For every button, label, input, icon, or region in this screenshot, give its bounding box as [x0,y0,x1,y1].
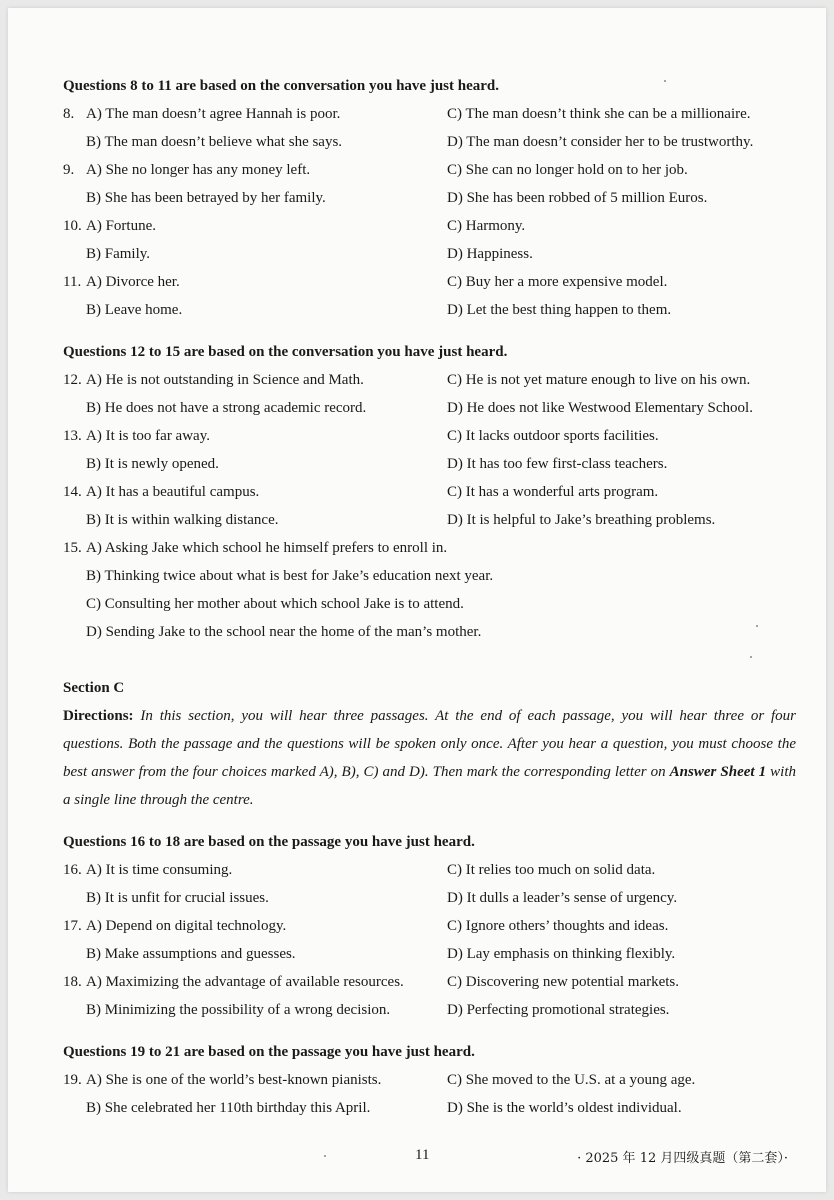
option-c: C) Buy her a more expensive model. [447,274,668,290]
question-row [63,884,803,912]
spacer [63,646,803,674]
question-number: 12. [63,372,82,388]
question-row [63,296,803,324]
option-b: B) She celebrated her 110th birthday this April. [86,1100,371,1116]
option-a: A) Maximizing the advantage of available resources. [86,974,404,990]
option-d: D) It is helpful to Jake’s breathing problems. [447,512,716,528]
question-15-row-d [63,618,803,646]
question-row [63,128,803,156]
question-row [63,100,803,128]
question-number: 14. [63,484,82,500]
option-d: D) She is the world’s oldest individual. [447,1100,682,1116]
option-c: C) He is not yet mature enough to live on his own. [447,372,751,388]
section-title: Section C [63,680,125,696]
question-row [63,912,803,940]
question-row [63,996,803,1024]
directions-label: Directions: [63,708,134,724]
question-row [63,856,803,884]
question-row [63,1066,803,1094]
option-b: B) Family. [86,246,151,262]
option-c: C) The man doesn’t think she can be a millionaire. [447,106,751,122]
option-d: D) The man doesn’t consider her to be trustworthy. [447,134,754,150]
question-number: 18. [63,974,82,990]
answer-sheet-label: Answer Sheet 1 [669,764,767,780]
page-content [63,72,803,1122]
option-d: D) It has too few first-class teachers. [447,456,668,472]
page-footer [8,1147,826,1169]
question-number: 17. [63,918,82,934]
option-b: B) The man doesn’t believe what she says. [86,134,343,150]
speck [324,1155,326,1157]
option-a: A) The man doesn’t agree Hannah is poor. [86,106,341,122]
question-group-heading: Questions 19 to 21 are based on the passage you have just heard. [63,1044,475,1060]
question-row [63,366,803,394]
option-c: C) It relies too much on solid data. [447,862,656,878]
speck [756,625,758,627]
question-group-heading: Questions 16 to 18 are based on the passage you have just heard. [63,834,475,850]
option-b: B) She has been betrayed by her family. [86,190,326,206]
option-b: B) It is within walking distance. [86,512,279,528]
question-row [63,940,803,968]
question-number: 10. [63,218,82,234]
option-d: D) He does not like Westwood Elementary School. [447,400,753,416]
question-row [63,450,803,478]
spacer [63,324,803,338]
option-a: A) It is time consuming. [86,862,233,878]
directions [63,702,796,814]
option-a: A) Fortune. [86,218,156,234]
option-a: A) It has a beautiful campus. [86,484,260,500]
option-a: A) It is too far away. [86,428,210,444]
option-c: C) Discovering new potential markets. [447,974,680,990]
spacer [63,814,803,828]
option-c: C) Harmony. [447,218,526,234]
question-groups-part1 [63,72,803,534]
question-number: 19. [63,1072,82,1088]
option-a: A) Asking Jake which school he himself prefers to enroll in. [86,540,448,556]
option-c: C) She moved to the U.S. at a young age. [447,1072,696,1088]
option-c: C) It has a wonderful arts program. [447,484,659,500]
option-b: B) Leave home. [86,302,183,318]
question-row [63,968,803,996]
question-15-row-c [63,590,803,618]
option-b: B) Minimizing the possibility of a wrong decision. [86,1002,391,1018]
question-number: 13. [63,428,82,444]
question-15-row-a [63,534,803,562]
speck [750,656,752,658]
option-d: D) Lay emphasis on thinking flexibly. [447,946,676,962]
option-b: B) It is unfit for crucial issues. [86,890,269,906]
option-c: C) Consulting her mother about which school Jake is to attend. [86,596,464,612]
option-d: D) Perfecting promotional strategies. [447,1002,670,1018]
question-number: 15. [63,540,82,556]
question-row [63,506,803,534]
question-15-row-b [63,562,803,590]
question-row [63,422,803,450]
option-c: C) She can no longer hold on to her job. [447,162,688,178]
question-number: 8. [63,106,75,122]
option-d: D) It dulls a leader’s sense of urgency. [447,890,678,906]
question-row [63,212,803,240]
option-a: A) Divorce her. [86,274,180,290]
option-a: A) Depend on digital technology. [86,918,287,934]
exam-title: · 2025 年 12 月四级真题（第二套）· [577,1151,788,1166]
question-row [63,394,803,422]
directions-text: In this section, you will hear three passages. At the end of each passage, you will hear three or four questions. Both the passage and the questions will be spoken only once. After you hear a question, you must choose the best answer from the four choices marked A), B), C) and D). Then mark the corresponding letter on [63,708,796,780]
option-a: A) He is not outstanding in Science and Math. [86,372,364,388]
option-b: B) It is newly opened. [86,456,219,472]
question-number: 16. [63,862,82,878]
question-row [63,478,803,506]
question-number: 9. [63,162,75,178]
option-b: B) He does not have a strong academic record. [86,400,367,416]
option-b: B) Make assumptions and guesses. [86,946,296,962]
exam-page [8,8,826,1192]
page-number: 11 [415,1147,430,1163]
option-c: C) It lacks outdoor sports facilities. [447,428,659,444]
speck [664,80,666,82]
option-b: B) Thinking twice about what is best for Jake’s education next year. [86,568,494,584]
question-group-heading: Questions 12 to 15 are based on the conversation you have just heard. [63,344,508,360]
question-row [63,184,803,212]
option-d: D) Sending Jake to the school near the home of the man’s mother. [86,624,482,640]
option-a: A) She no longer has any money left. [86,162,311,178]
question-row [63,156,803,184]
spacer [63,1024,803,1038]
question-row [63,268,803,296]
question-groups-part2 [63,828,803,1122]
option-d: D) She has been robbed of 5 million Euros. [447,190,708,206]
directions-end: with a single line through the centre. [63,764,796,808]
option-c: C) Ignore others’ thoughts and ideas. [447,918,669,934]
option-d: D) Happiness. [447,246,533,262]
option-a: A) She is one of the world’s best-known pianists. [86,1072,382,1088]
question-row [63,1094,803,1122]
question-row [63,240,803,268]
question-group-heading: Questions 8 to 11 are based on the conversation you have just heard. [63,78,499,94]
option-d: D) Let the best thing happen to them. [447,302,672,318]
question-number: 11. [63,274,82,290]
